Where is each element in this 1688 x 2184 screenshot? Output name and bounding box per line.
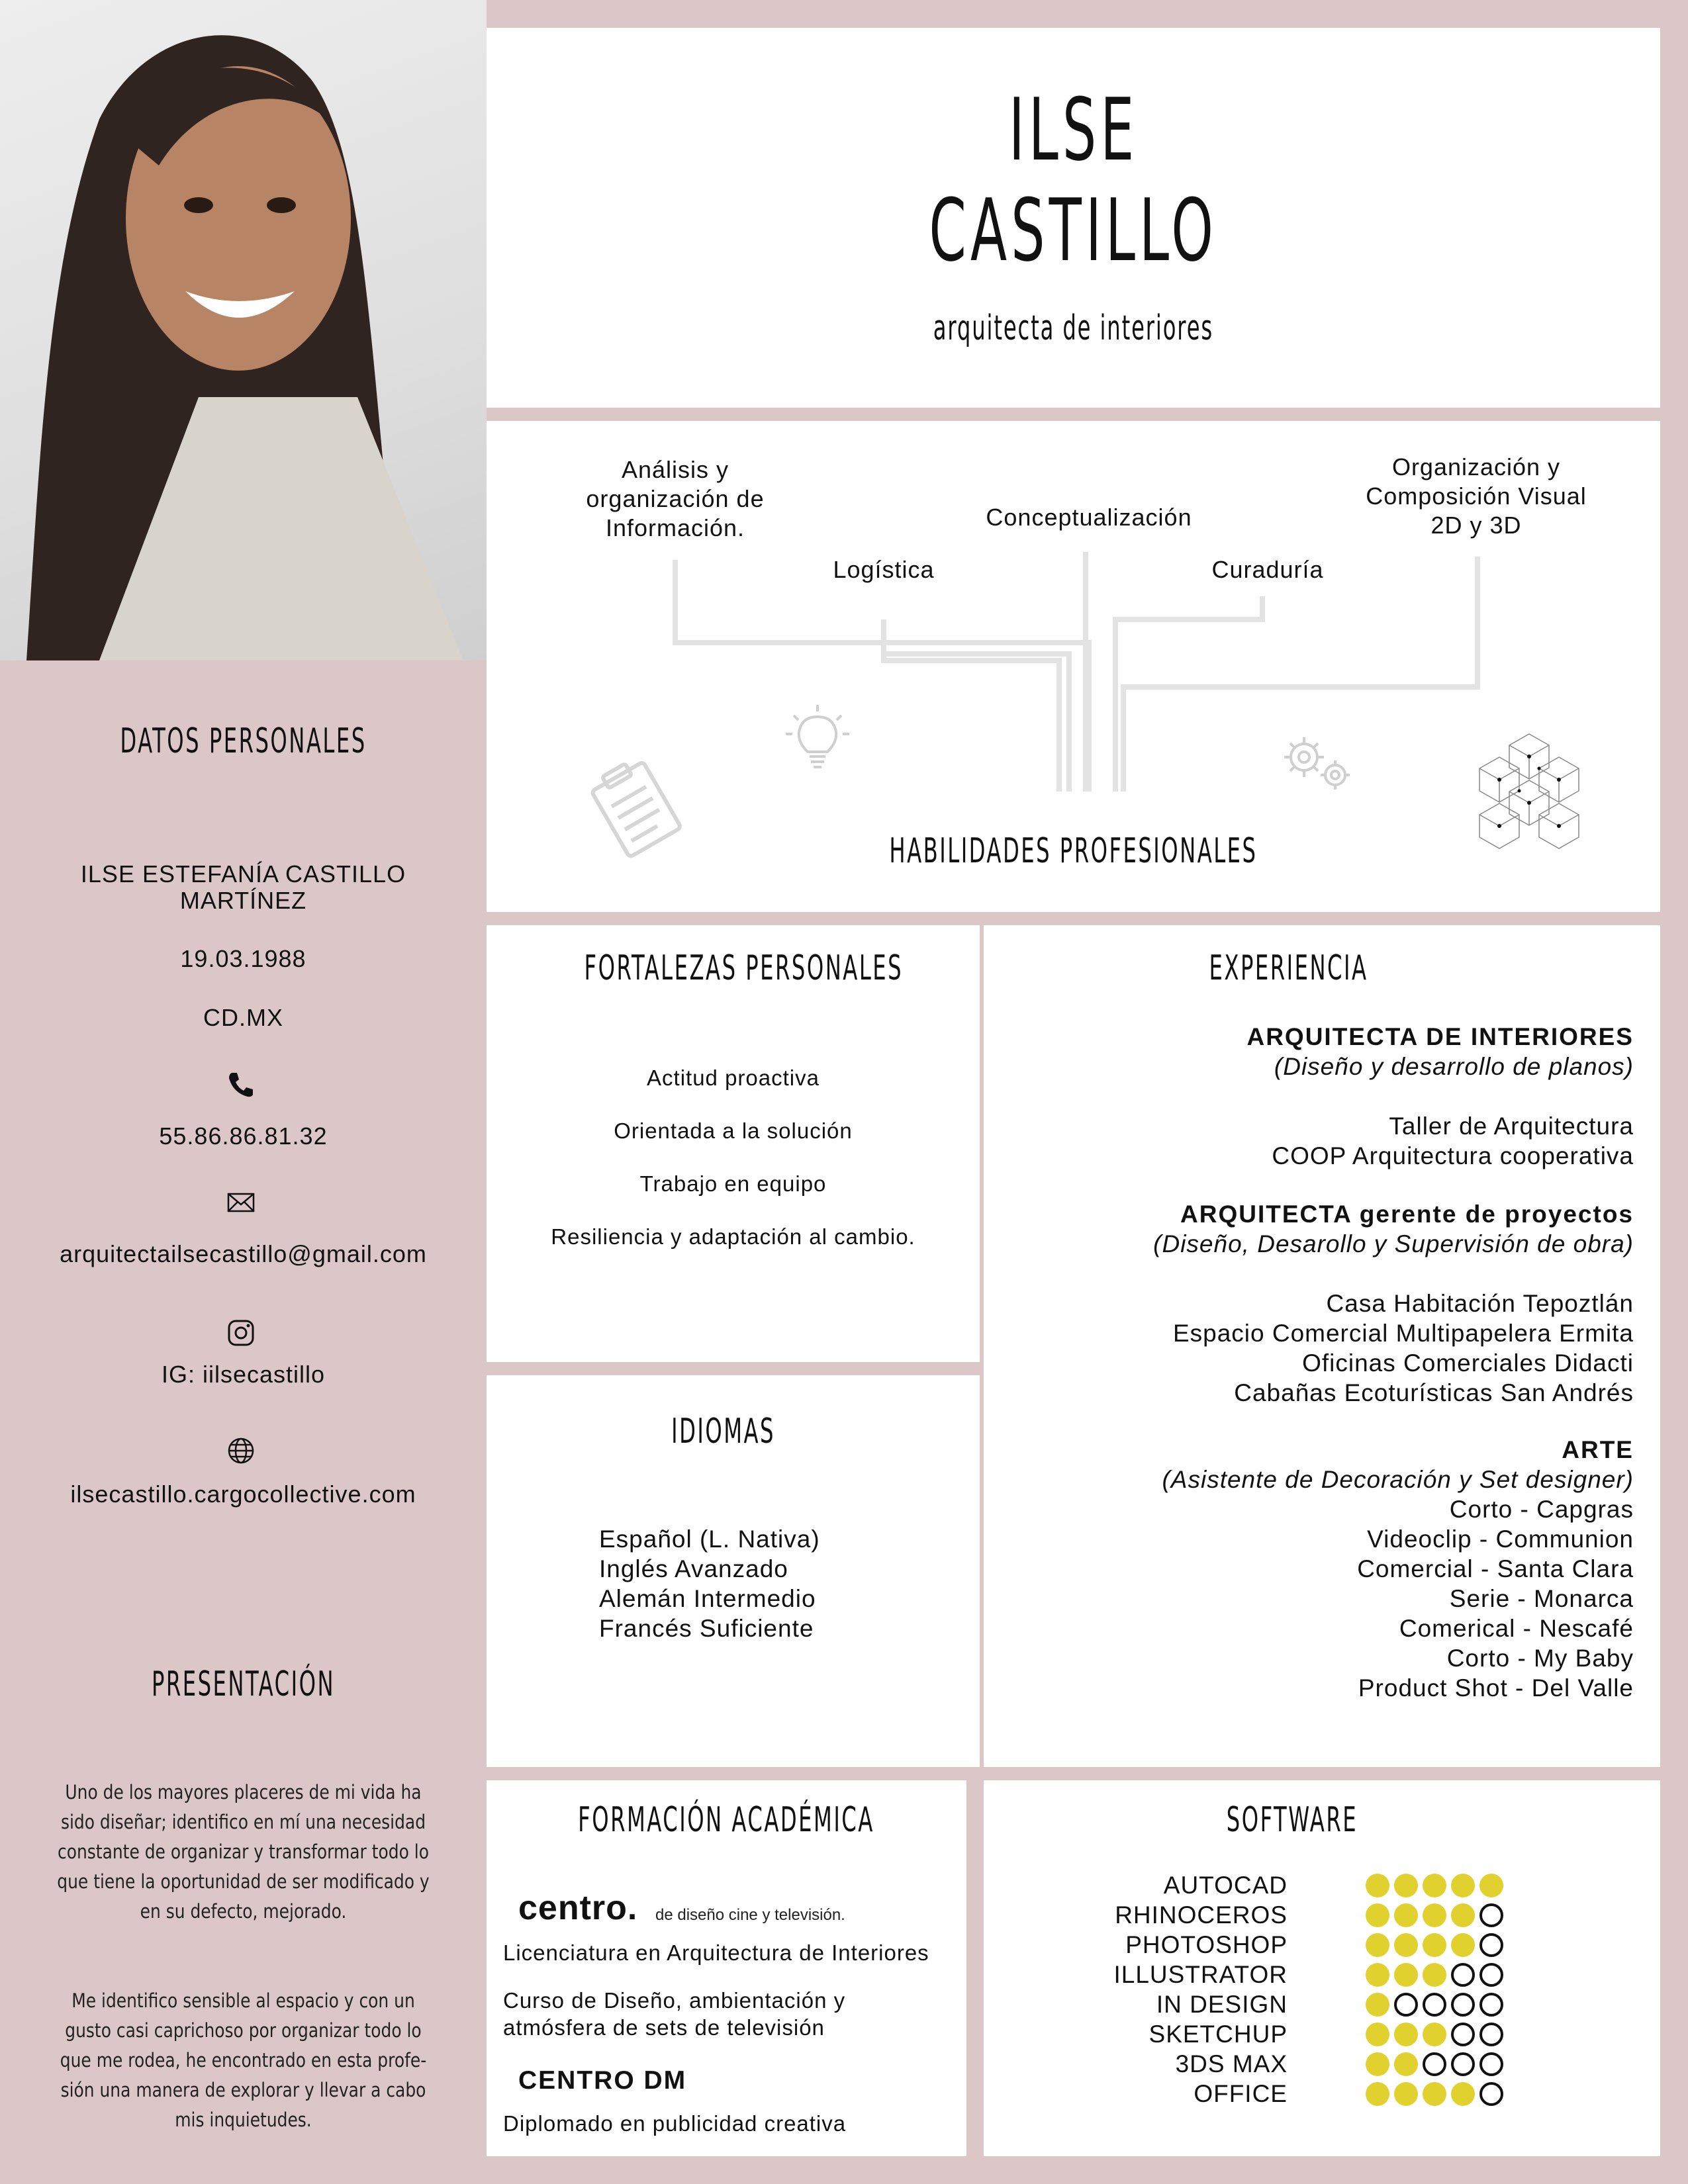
- strengths-panel: [487, 925, 980, 1362]
- skill-rating: [1366, 2023, 1503, 2046]
- profile-photo: [0, 0, 487, 660]
- tv-set-course: Curso de Diseño, ambientación y atmósfera de sets de televisión: [503, 1988, 846, 2040]
- skill-information-analysis: Análisis y organización de Información.: [586, 456, 765, 541]
- rating-dot-empty: [1479, 2023, 1503, 2046]
- website-link[interactable]: ilsecastillo.cargocollective.com: [70, 1480, 416, 1508]
- education-panel: [487, 1780, 966, 2156]
- rating-dot-empty: [1451, 1993, 1475, 2017]
- rating-dot-empty: [1423, 1993, 1446, 2017]
- rating-dot-filled: [1394, 1933, 1418, 1957]
- degree: Licenciatura en Arquitectura de Interiores: [503, 1940, 929, 1965]
- skill-rating: [1366, 2052, 1503, 2076]
- rating-dot-empty: [1479, 1993, 1503, 2017]
- instagram-icon: [225, 1317, 257, 1349]
- rating-dot-filled: [1366, 2023, 1389, 2046]
- experience-heading: EXPERIENCIA: [1209, 948, 1369, 988]
- mail-icon: [225, 1187, 257, 1218]
- rating-dot-filled: [1394, 1903, 1418, 1927]
- rating-dot-filled: [1394, 2082, 1418, 2106]
- rating-dot-filled: [1366, 1933, 1389, 1957]
- skill-conceptualization: Conceptualización: [986, 504, 1192, 531]
- skill-rating: [1366, 1903, 1503, 1927]
- skill-curation: Curaduría: [1211, 556, 1324, 583]
- rating-dot-empty: [1479, 2052, 1503, 2076]
- software-name: IN DESIGN: [1156, 1991, 1288, 2018]
- software-heading: SOFTWARE: [1226, 1800, 1358, 1840]
- presentation-paragraph-1: Uno de los mayores placeres de mi vida ha sido diseñar; identifico en mí una necesidad constante de organizar y transformar todo lo que tiene la oportunidad de ser modificado y en su defecto, mejorado.: [57, 1781, 430, 1923]
- rating-dot-filled: [1394, 2052, 1418, 2076]
- birthdate: 19.03.1988: [180, 945, 306, 972]
- skill-logistics: Logística: [833, 556, 935, 583]
- experience-job-project-manager: ARQUITECTA gerente de proyectos (Diseño, Desarollo y Supervisión de obra) Casa Habitación Tepoztlán Espacio Comercial Multipapelera Ermita Oficinas Comerciales Didacti Cabañas Ecoturísticas San Andrés: [1153, 1201, 1634, 1406]
- strength-item: Resiliencia y adaptación al cambio.: [551, 1224, 915, 1249]
- skills-heading: HABILIDADES PROFESIONALES: [889, 831, 1258, 871]
- lightbulb-icon: [784, 702, 851, 775]
- gears-icon: [1274, 727, 1360, 800]
- full-name-line2: MARTÍNEZ: [179, 887, 307, 914]
- software-name: ILLUSTRATOR: [1113, 1961, 1288, 1988]
- skill-visual-composition: Organización y Composición Visual 2D y 3D: [1366, 453, 1587, 539]
- rating-dot-filled: [1451, 1874, 1475, 1897]
- software-name: SKETCHUP: [1149, 2021, 1288, 2048]
- strength-item: Trabajo en equipo: [639, 1171, 827, 1196]
- rating-dot-empty: [1479, 1963, 1503, 1987]
- rating-dot-empty: [1451, 2023, 1475, 2046]
- rating-dot-filled: [1423, 1933, 1446, 1957]
- instagram-handle[interactable]: IG: iilsecastillo: [161, 1361, 326, 1388]
- phone-number[interactable]: 55.86.86.81.32: [159, 1122, 328, 1150]
- rating-dot-empty: [1479, 1903, 1503, 1927]
- job-subtitle: arquitecta de interiores: [933, 308, 1214, 348]
- languages-heading: IDIOMAS: [671, 1412, 775, 1451]
- rating-dot-empty: [1451, 2052, 1475, 2076]
- rating-dot-empty: [1394, 1993, 1418, 2017]
- rating-dot-filled: [1423, 1903, 1446, 1927]
- software-name: AUTOCAD: [1163, 1872, 1288, 1899]
- rating-dot-filled: [1451, 1903, 1475, 1927]
- rating-dot-filled: [1394, 2023, 1418, 2046]
- skill-rating: [1366, 1874, 1503, 1897]
- centro-logo: centro.: [518, 1889, 638, 1927]
- rating-dot-filled: [1366, 1874, 1389, 1897]
- strength-item: Orientada a la solución: [614, 1118, 853, 1143]
- phone-icon: [225, 1069, 257, 1101]
- first-name: ILSE: [1008, 79, 1139, 180]
- rating-dot-filled: [1366, 2052, 1389, 2076]
- rating-dot-empty: [1451, 1963, 1475, 1987]
- rating-dot-filled: [1366, 1963, 1389, 1987]
- rating-dot-filled: [1423, 2023, 1446, 2046]
- rating-dot-empty: [1423, 2052, 1446, 2076]
- rating-dot-filled: [1366, 1993, 1389, 2017]
- software-name: RHINOCEROS: [1115, 1901, 1288, 1929]
- diploma: Diplomado en publicidad creativa: [503, 2111, 847, 2136]
- software-name: PHOTOSHOP: [1125, 1931, 1288, 1958]
- globe-icon: [225, 1435, 257, 1467]
- languages-list: Español (L. Nativa) Inglés Avanzado Alemán Intermedio Francés Suficiente: [599, 1525, 820, 1642]
- skill-rating: [1366, 1963, 1503, 1987]
- last-name: CASTILLO: [929, 180, 1218, 281]
- strength-item: Actitud proactiva: [647, 1066, 820, 1090]
- rating-dot-filled: [1394, 1963, 1418, 1987]
- skill-rating: [1366, 2082, 1503, 2106]
- software-name: OFFICE: [1194, 2080, 1288, 2107]
- personal-data-heading: DATOS PERSONALES: [120, 721, 367, 761]
- rating-dot-filled: [1423, 1963, 1446, 1987]
- rating-dot-filled: [1394, 1874, 1418, 1897]
- presentation-paragraph-2: Me identifico sensible al espacio y con un gusto casi caprichoso por organizar todo lo que me rodea, he encontrado en esta profe- sión una manera de explorar y llevar a cabo mis inquietudes.: [60, 1989, 427, 2131]
- centro-dm-school: CENTRO DM: [518, 2066, 687, 2095]
- rating-dot-empty: [1479, 2082, 1503, 2106]
- email-link[interactable]: arquitectailsecastillo@gmail.com: [60, 1240, 427, 1267]
- education-heading: FORMACIÓN ACADÉMICA: [578, 1800, 875, 1840]
- rating-dot-filled: [1451, 1933, 1475, 1957]
- city: CD.MX: [203, 1004, 283, 1031]
- rating-dot-filled: [1366, 2082, 1389, 2106]
- rating-dot-filled: [1423, 1874, 1446, 1897]
- strengths-heading: FORTALEZAS PERSONALES: [584, 948, 904, 988]
- experience-job-art: ARTE (Asistente de Decoración y Set designer) Corto - Capgras Videoclip - Communion Comercial - Santa Clara Serie - Monarca Comerical - Nescafé Corto - My Baby Product Shot - Del Valle: [1162, 1436, 1634, 1702]
- skill-rating: [1366, 1993, 1503, 2017]
- experience-panel: [984, 925, 1660, 1767]
- rating-dot-filled: [1479, 1874, 1503, 1897]
- skills-panel: [487, 421, 1660, 912]
- skill-rating: [1366, 1933, 1503, 1957]
- software-name: 3DS MAX: [1175, 2050, 1288, 2077]
- full-name-line1: ILSE ESTEFANÍA CASTILLO: [80, 860, 406, 887]
- presentation-heading: PRESENTACIÓN: [151, 1664, 336, 1704]
- experience-job-interior: ARQUITECTA DE INTERIORES (Diseño y desarrollo de planos) Taller de Arquitectura COOP Arquitectura cooperativa: [1246, 1023, 1634, 1169]
- rating-dot-filled: [1366, 1903, 1389, 1927]
- centro-tagline: de diseño cine y televisión.: [655, 1906, 845, 1924]
- rating-dot-filled: [1423, 2082, 1446, 2106]
- header-panel: [487, 28, 1660, 408]
- rating-dot-filled: [1451, 2082, 1475, 2106]
- rating-dot-empty: [1479, 1933, 1503, 1957]
